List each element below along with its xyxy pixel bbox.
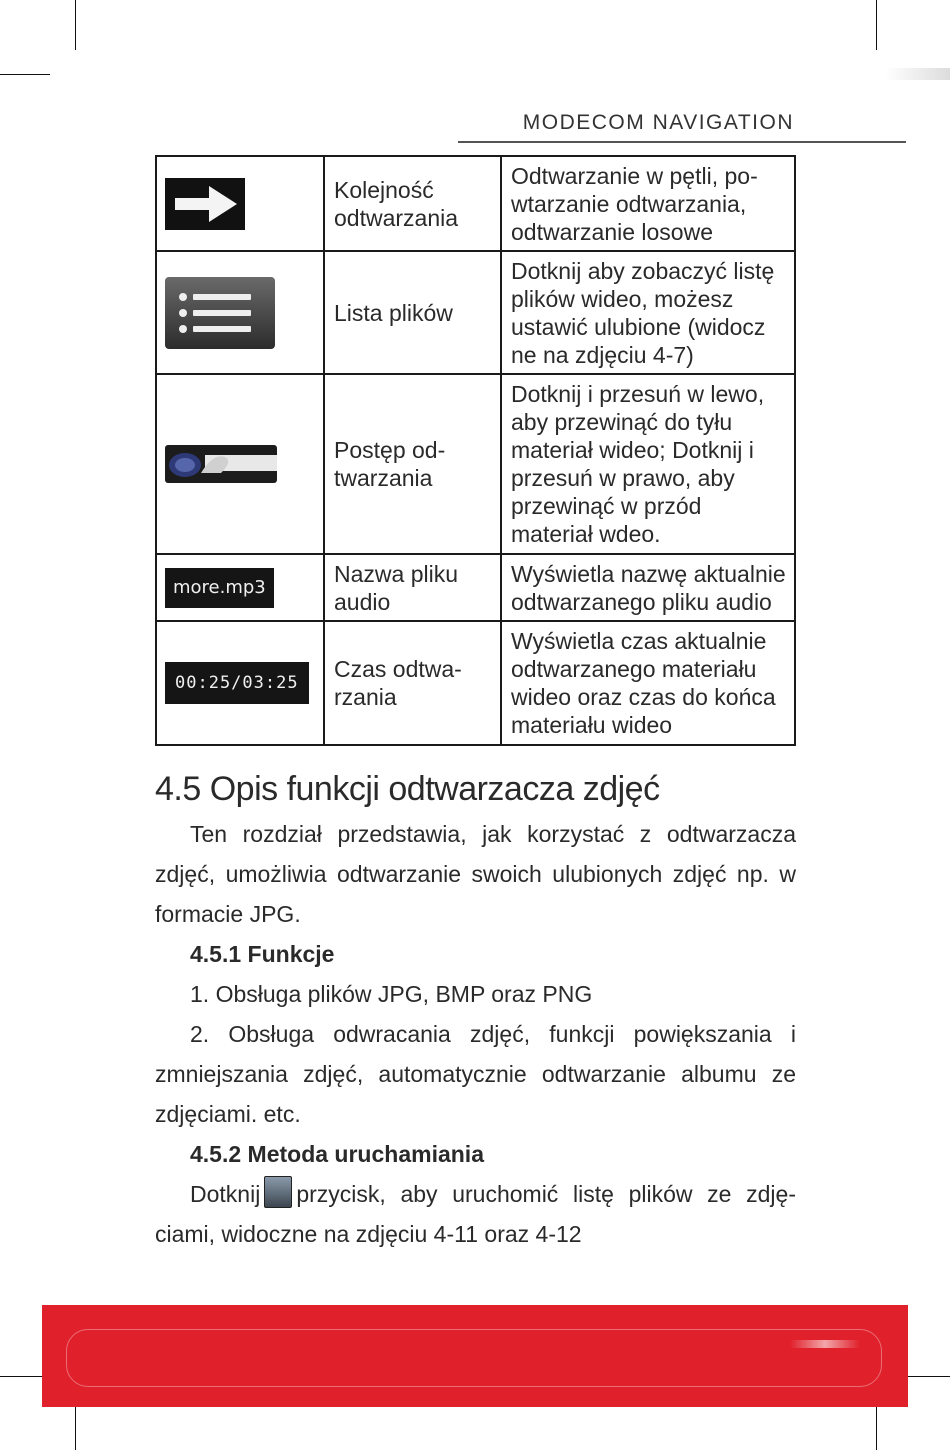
crop-mark [75,0,76,50]
feature-item-1: 1. Obsługa plików JPG, BMP oraz PNG [190,981,593,1007]
launch-instructions [155,1174,796,1254]
photo-viewer-icon [264,1176,292,1208]
footer-decoration [66,1329,882,1387]
table-cell-description: Dotknij aby zobaczyć listę plików wideo, możesz ustawić ulubione (widocz ne na zdjęciu 4-7) [501,251,795,374]
table-row [156,156,795,251]
table-row [156,621,795,745]
table-cell-name: Nazwa pliku audio [324,554,501,621]
launch-text-before: Dotknij [190,1181,261,1207]
feature-item-2: 2. Obsługa odwracania zdjęć, funkcji powiększania i zmniejszania zdjęć, automatycznie odtwarzanie albumu ze zdjęciami. etc. [155,1021,796,1127]
header-decoration [885,68,950,80]
section-title: 4.5 Opis funkcji odtwarzacza zdjęć [155,770,660,808]
functions-table [155,155,796,746]
launch-text-after: przycisk, aby uruchomić listę plików ze zdję-ciami, widoczne na zdjęciu 4-11 oraz 4-12 [155,1181,796,1247]
table-row [156,554,795,621]
table-cell-description: Odtwarzanie w pętli, po-wtarzanie odtwarzania, odtwarzanie losowe [501,156,795,251]
time-display-icon: 00:25/03:25 [165,662,309,704]
table-cell-description: Dotknij i przesuń w lewo, aby przewinąć do tyłu materiał wideo; Dotknij i przesuń w prawo, aby przewinąć w przód materiał wdeo. [501,374,795,554]
table-cell-description: Wyświetla nazwę aktualnie odtwarzanego pliku audio [501,554,795,621]
table-cell-icon [156,621,324,745]
file-list-icon [165,277,275,349]
table-cell-icon [156,554,324,621]
crop-mark [75,1400,76,1450]
table-cell-icon [156,156,324,251]
table-cell-icon [156,251,324,374]
footer-decoration [790,1340,860,1348]
table-cell-description: Wyświetla czas aktualnie odtwarzanego materiału wideo oraz czas do końca materiału wideo [501,621,795,745]
table-cell-icon [156,374,324,554]
table-cell-name: Lista plików [324,251,501,374]
table-cell-name: Kolejność odtwarzania [324,156,501,251]
table-cell-name: Czas odtwa-rzania [324,621,501,745]
crop-mark [876,1400,877,1450]
table-cell-name: Postęp od-twarzania [324,374,501,554]
subsection-title-features: 4.5.1 Funkcje [190,941,335,967]
header-rule [458,141,906,143]
crop-mark [876,0,877,50]
table-row [156,374,795,554]
subsection-title-launch: 4.5.2 Metoda uruchamiania [190,1141,484,1167]
crop-mark [0,74,50,75]
progress-bar-icon [165,443,277,485]
page-header-title: MODECOM NAVIGATION [522,111,794,134]
arrow-right-icon [165,178,245,230]
section-intro: Ten rozdział przedstawia, jak korzystać z odtwarzacza zdjęć, umożliwia odtwarzanie swoich ulubionych zdjęć np. w formacie JPG. [155,821,796,927]
table-row [156,251,795,374]
filename-display-icon: more.mp3 [165,568,274,608]
